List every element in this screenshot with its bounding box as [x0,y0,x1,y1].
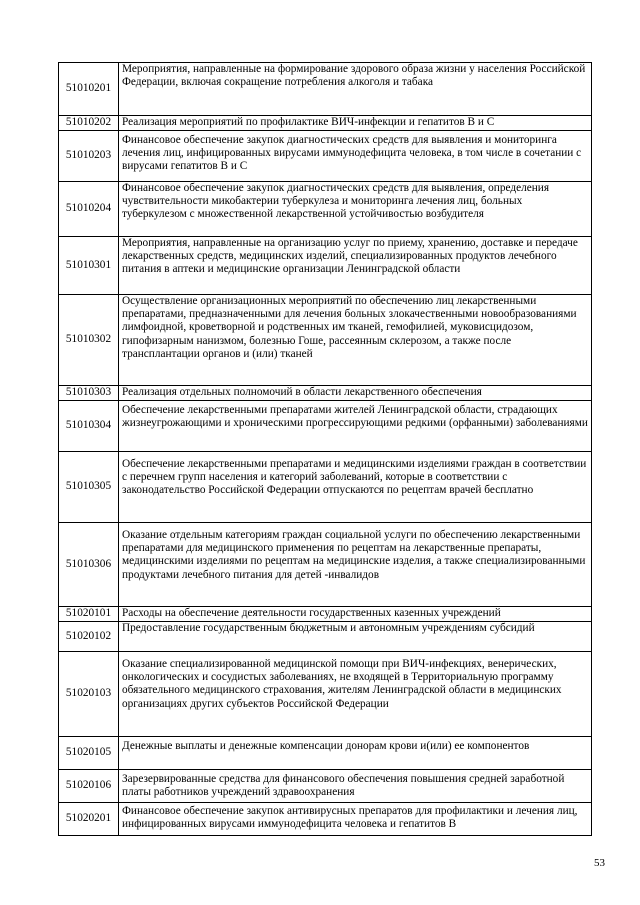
row-description: Обеспечение лекарственными препаратами и медицинскими изделиями граждан в соответствии с перечнем групп населения и категорий заболеваний, которые в соответствии с законодательство Российской Федерации отпускаются по рецептам врачей бесплатно [119,452,592,523]
row-code: 51010203 [59,131,119,182]
row-description: Зарезервированные средства для финансового обеспечения повышения средней заработной платы работников учреждений здравоохранения [119,770,592,803]
row-code: 51010204 [59,182,119,237]
table-row [59,401,592,452]
row-description: Финансовое обеспечение закупок диагностических средств для выявления и мониторинга лечения лиц, инфицированных вирусами иммунодефицита человека, в том числе в сочетании с вирусами гепатитов В и С [119,131,592,182]
table-row [59,622,592,652]
table-row [59,63,592,116]
page-number: 53 [594,857,605,869]
row-description: Расходы на обеспечение деятельности государственных казенных учреждений [119,607,592,622]
row-code: 51010202 [59,116,119,131]
row-code: 51010303 [59,386,119,401]
row-code: 51020105 [59,737,119,770]
row-code: 51010302 [59,295,119,386]
table-row [59,386,592,401]
table-row [59,182,592,237]
budget-code-table [58,62,592,836]
row-description: Осуществление организационных мероприятий по обеспечению лиц лекарственными препаратами, предназначенными для лечения больных злокачественными новообразованиями лимфоидной, кроветворной и родственных им тканей, гемофилией, муковисцидозом, гипофизарным нанизмом, болезнью Гоше, рассеянным склерозом, а также после трансплантации органов и (или) тканей [119,295,592,386]
table-row [59,116,592,131]
row-code: 51020201 [59,803,119,836]
row-code: 51010201 [59,63,119,116]
row-description: Реализация мероприятий по профилактике ВИЧ-инфекции и гепатитов В и С [119,116,592,131]
row-description: Реализация отдельных полномочий в области лекарственного обеспечения [119,386,592,401]
table-row [59,607,592,622]
row-description: Финансовое обеспечение закупок диагностических средств для выявления, определения чувствительности микобактерии туберкулеза и мониторинга лечения лиц, больных туберкулезом с множественной лекарственной устойчивостью возбудителя [119,182,592,237]
row-code: 51020101 [59,607,119,622]
row-code: 51020106 [59,770,119,803]
row-description: Обеспечение лекарственными препаратами жителей Ленинградской области, страдающих жизнеугрожающими и хроническими прогрессирующими редкими (орфанными) заболеваниями [119,401,592,452]
table-row [59,803,592,836]
row-code: 51010304 [59,401,119,452]
row-description: Мероприятия, направленные на формирование здорового образа жизни у населения Российской Федерации, включая сокращение потребления алкоголя и табака [119,63,592,116]
row-code: 51010301 [59,237,119,295]
row-description: Денежные выплаты и денежные компенсации донорам крови и(или) ее компонентов [119,737,592,770]
table-row [59,237,592,295]
row-description: Финансовое обеспечение закупок антивирусных препаратов для профилактики и лечения лиц, инфицированных вирусами иммунодефицита человека и гепатитов В [119,803,592,836]
table-row [59,131,592,182]
row-description: Предоставление государственным бюджетным и автономным учреждениям субсидий [119,622,592,652]
row-description: Оказание специализированной медицинской помощи при ВИЧ-инфекциях, венерических, онкологических и сосудистых заболеваниях, не входящей в Территориальную программу обязательного медицинского страхования, жителям Ленинградской области в медицинских организациях других субъектов Российской Федерации [119,652,592,737]
table-row [59,737,592,770]
table-row [59,452,592,523]
row-description: Мероприятия, направленные на организацию услуг по приему, хранению, доставке и передаче лекарственных средств, медицинских изделий, специализированных продуктов лечебного питания в аптеки и медицинские организации Ленинградской области [119,237,592,295]
table-row [59,770,592,803]
table-row [59,523,592,607]
row-description: Оказание отдельным категориям граждан социальной услуги по обеспечению лекарственными препаратами для медицинского применения по рецептам на лекарственные препараты, медицинскими изделиями по рецептам на медицинские изделия, а также специализированными продуктами лечебного питания для детей -инвалидов [119,523,592,607]
row-code: 51010305 [59,452,119,523]
table-row [59,652,592,737]
row-code: 51020102 [59,622,119,652]
table-row [59,295,592,386]
row-code: 51020103 [59,652,119,737]
row-code: 51010306 [59,523,119,607]
